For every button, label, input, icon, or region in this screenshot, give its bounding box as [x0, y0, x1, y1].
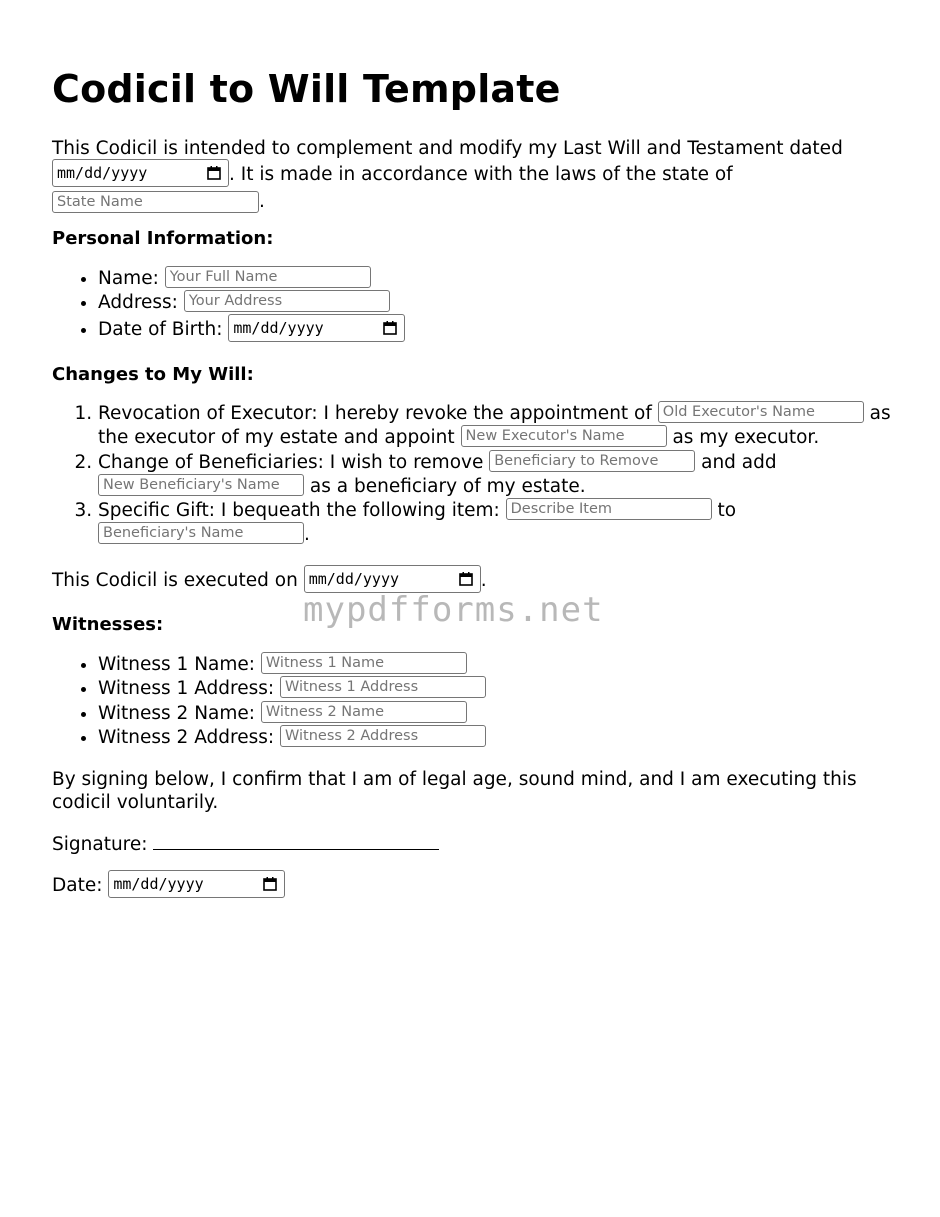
list-item: • Name: Your Full Name: [98, 267, 897, 291]
beneficiary-remove-input[interactable]: Beneficiary to Remove: [489, 450, 695, 472]
calendar-icon[interactable]: [459, 572, 473, 586]
final-date-line: Date: mm/dd/yyyy: [52, 872, 897, 900]
witness-1-name-input[interactable]: Witness 1 Name: [261, 652, 467, 674]
intro-text-1: This Codicil is intended to complement and modify my Last Will and Testament dated: [52, 138, 843, 159]
personal-info-list: [52, 267, 897, 344]
signature-date-input[interactable]: mm/dd/yyyy: [108, 870, 285, 898]
new-beneficiary-input[interactable]: New Beneficiary's Name: [98, 474, 304, 496]
will-date-input[interactable]: mm/dd/yyyy: [52, 159, 229, 187]
executed-line: This Codicil is executed on mm/dd/yyyy .: [52, 567, 897, 595]
list-item: 1. Revocation of Executor: I hereby revoke the appointment of Old Executor's Name as the executor of my estate and appoint New Executor's Name as my executor.: [98, 402, 897, 451]
signature-line: Signature:: [52, 831, 897, 857]
witness-2-name-input[interactable]: Witness 2 Name: [261, 701, 467, 723]
date-of-birth-input[interactable]: mm/dd/yyyy: [228, 314, 405, 342]
intro-paragraph: This Codicil is intended to complement and modify my Last Will and Testament dated mm/dd/yyyy . It is made in accordance with the laws of the state of State Name .: [52, 138, 843, 212]
calendar-icon[interactable]: [383, 321, 397, 335]
intro-text-2: . It is made in accordance with the laws of the state of: [229, 164, 733, 185]
witnesses-heading: Witnesses:: [52, 614, 164, 635]
list-item: • Date of Birth: mm/dd/yyyy: [98, 316, 897, 344]
executed-date-input[interactable]: mm/dd/yyyy: [304, 565, 481, 593]
list-item: • Witness 2 Name: Witness 2 Name: [98, 702, 897, 726]
witnesses-list: [52, 653, 897, 750]
witness-1-address-input[interactable]: Witness 1 Address: [280, 676, 486, 698]
calendar-icon[interactable]: [263, 877, 277, 891]
changes-heading: Changes to My Will:: [52, 364, 254, 385]
address-input[interactable]: Your Address: [184, 290, 390, 312]
list-item: 2. Change of Beneficiaries: I wish to remove Beneficiary to Remove and add New Beneficiary's Name as a beneficiary of my estate.: [98, 451, 897, 500]
state-name-input[interactable]: State Name: [52, 191, 259, 213]
changes-list: [52, 402, 897, 548]
old-executor-input[interactable]: Old Executor's Name: [658, 401, 864, 423]
list-item: • Address: Your Address: [98, 291, 897, 315]
personal-info-heading: Personal Information:: [52, 228, 274, 249]
list-item: 3. Specific Gift: I bequeath the following item: Describe Item to Beneficiary's Name .: [98, 499, 897, 548]
calendar-icon[interactable]: [207, 166, 221, 180]
full-name-input[interactable]: Your Full Name: [165, 266, 371, 288]
witness-2-address-input[interactable]: Witness 2 Address: [280, 725, 486, 747]
describe-item-input[interactable]: Describe Item: [506, 498, 712, 520]
gift-beneficiary-input[interactable]: Beneficiary's Name: [98, 522, 304, 544]
list-item: • Witness 1 Name: Witness 1 Name: [98, 653, 897, 677]
list-item: • Witness 2 Address: Witness 2 Address: [98, 726, 897, 750]
new-executor-input[interactable]: New Executor's Name: [461, 425, 667, 447]
signature-field[interactable]: [153, 831, 439, 850]
watermark: mypdfforms.net: [303, 590, 604, 630]
confirmation-text: By signing below, I confirm that I am of legal age, sound mind, and I am executing this codicil voluntarily.: [52, 769, 857, 813]
page-title: Codicil to Will Template: [52, 67, 561, 111]
list-item: • Witness 1 Address: Witness 1 Address: [98, 677, 897, 701]
